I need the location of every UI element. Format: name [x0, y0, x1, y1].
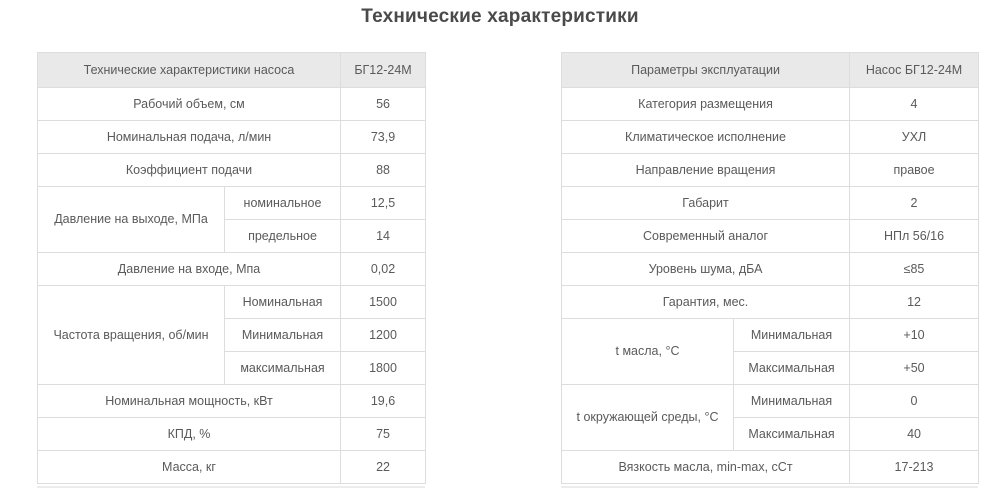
row-label: Давление на входе, Мпа [38, 253, 341, 286]
row-value: 19,6 [341, 385, 426, 418]
table-row [562, 154, 979, 187]
row-value: 88 [341, 154, 426, 187]
column-header-value: БГ12-24М [341, 53, 426, 88]
table-row [38, 451, 426, 484]
row-label: Современный аналог [562, 220, 850, 253]
table-row [38, 385, 426, 418]
row-label: Коэффициент подачи [38, 154, 341, 187]
row-sub-label: номинальное [225, 187, 341, 220]
row-value: 73,9 [341, 121, 426, 154]
row-sub-label: Минимальная [225, 319, 341, 352]
table-row [38, 418, 426, 451]
table-row [562, 253, 979, 286]
row-value: 17-213 [850, 451, 979, 484]
row-value: 12,5 [341, 187, 426, 220]
column-header-parameter: Параметры эксплуатации [562, 53, 850, 88]
row-value: УХЛ [850, 121, 979, 154]
row-sub-label: Номинальная [225, 286, 341, 319]
table-row [562, 319, 979, 352]
row-sub-label: Максимальная [734, 352, 850, 385]
row-sub-label: предельное [225, 220, 341, 253]
operation-params-table [561, 52, 979, 484]
row-label: Масса, кг [38, 451, 341, 484]
row-group-label: t масла, °C [562, 319, 734, 385]
row-value: 56 [341, 88, 426, 121]
row-label: КПД, % [38, 418, 341, 451]
row-label: Климатическое исполнение [562, 121, 850, 154]
row-value: 14 [341, 220, 426, 253]
table-row [562, 121, 979, 154]
table-row [562, 385, 979, 418]
column-header-parameter: Технические характеристики насоса [38, 53, 341, 88]
row-value: 4 [850, 88, 979, 121]
row-label: Гарантия, мес. [562, 286, 850, 319]
table-row [38, 286, 426, 319]
row-label: Номинальная подача, л/мин [38, 121, 341, 154]
table-row [38, 187, 426, 220]
row-sub-label: максимальная [225, 352, 341, 385]
table-row [562, 220, 979, 253]
table-row [562, 88, 979, 121]
column-header-value: Насос БГ12-24М [850, 53, 979, 88]
row-value: 40 [850, 418, 979, 451]
right-table-shadow [561, 486, 978, 488]
row-label: Категория размещения [562, 88, 850, 121]
pump-specs-table [37, 52, 426, 484]
row-value: ≤85 [850, 253, 979, 286]
left-table-shadow [37, 486, 425, 488]
table-row [38, 154, 426, 187]
table-row [38, 88, 426, 121]
row-value: 1500 [341, 286, 426, 319]
row-value: +50 [850, 352, 979, 385]
table-row [562, 187, 979, 220]
row-value: 1800 [341, 352, 426, 385]
row-value: 0,02 [341, 253, 426, 286]
table-header-row [562, 53, 979, 88]
table-row [562, 451, 979, 484]
row-value: 0 [850, 385, 979, 418]
row-group-label: t окружающей среды, °C [562, 385, 734, 451]
row-value: 22 [341, 451, 426, 484]
row-sub-label: Максимальная [734, 418, 850, 451]
page-title: Технические характеристики [361, 6, 639, 27]
row-value: +10 [850, 319, 979, 352]
row-label: Направление вращения [562, 154, 850, 187]
row-value: 2 [850, 187, 979, 220]
row-value: правое [850, 154, 979, 187]
row-label: Номинальная мощность, кВт [38, 385, 341, 418]
row-group-label: Давление на выходе, МПа [38, 187, 225, 253]
table-row [38, 253, 426, 286]
table-row [38, 121, 426, 154]
table-header-row [38, 53, 426, 88]
row-value: 12 [850, 286, 979, 319]
row-value: 75 [341, 418, 426, 451]
row-group-label: Частота вращения, об/мин [38, 286, 225, 385]
row-label: Рабочий объем, см [38, 88, 341, 121]
table-row [562, 286, 979, 319]
row-sub-label: Минимальная [734, 385, 850, 418]
row-sub-label: Минимальная [734, 319, 850, 352]
row-label: Габарит [562, 187, 850, 220]
row-label: Вязкость масла, min-max, сСт [562, 451, 850, 484]
row-value: 1200 [341, 319, 426, 352]
row-value: НПл 56/16 [850, 220, 979, 253]
row-label: Уровень шума, дБА [562, 253, 850, 286]
